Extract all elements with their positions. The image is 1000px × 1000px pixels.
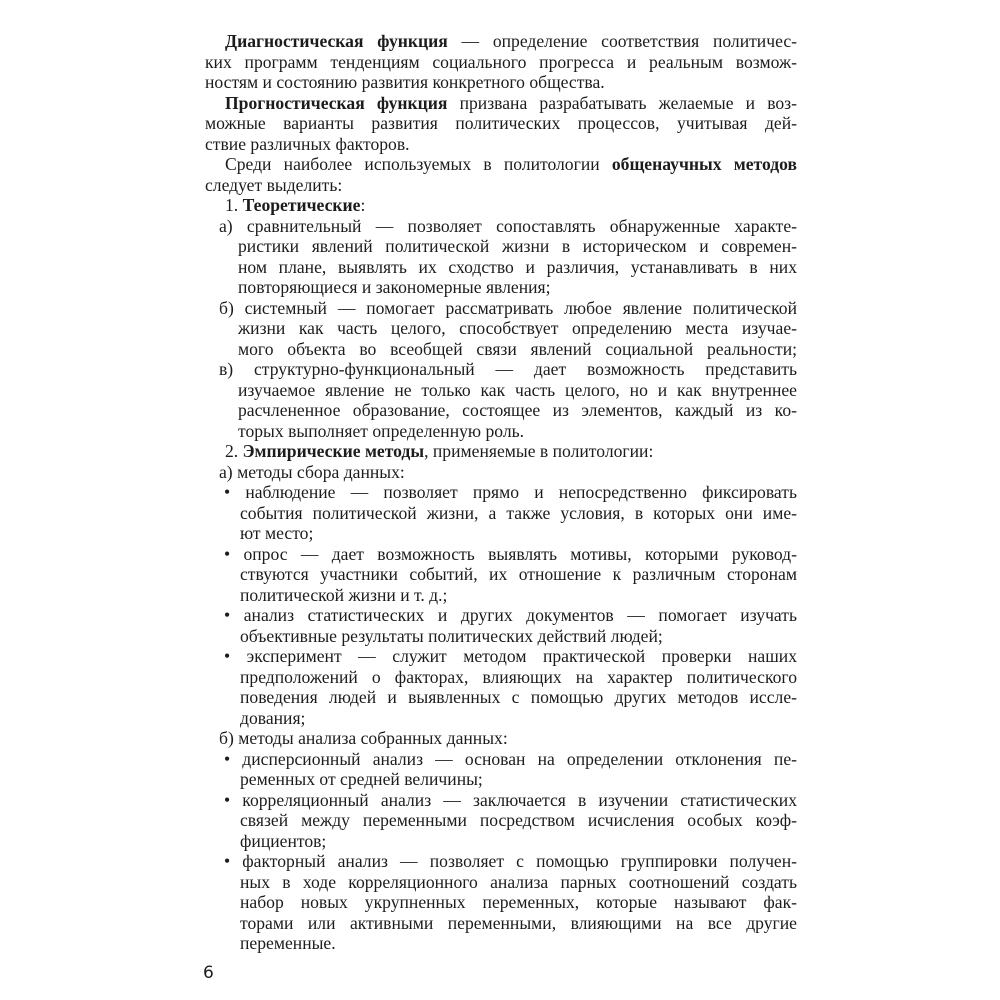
- text-line: [205, 400, 797, 421]
- text-line: [205, 667, 797, 688]
- text-line: [205, 585, 797, 606]
- text-line: [205, 790, 797, 811]
- line-text: 2.: [225, 441, 243, 461]
- text-line: [205, 298, 797, 319]
- bold-term: Прогностическая функция: [225, 92, 448, 113]
- line-text: ностям и состоянию развития конкретного общества.: [205, 72, 605, 92]
- line-text: ных в ходе корреляционного анализа парных соотношений создать: [240, 871, 797, 892]
- line-text: в) структурно-функциональный — дает возможность представить: [219, 359, 797, 379]
- line-text: 1.: [225, 195, 243, 215]
- line-text: ких программ тенденциям социального прогресса и реальным возмож-: [205, 51, 797, 72]
- line-text: поведения людей и выявленных с помощью других методов иссле-: [240, 687, 797, 707]
- line-text: можные варианты развития политических процессов, учитывая дей-: [205, 113, 797, 133]
- line-text: б) методы анализа собранных данных:: [219, 728, 508, 748]
- text-line: [205, 831, 797, 852]
- text-line: [205, 523, 797, 544]
- line-text: расчлененное образование, состоящее из элементов, каждый из ко-: [238, 400, 797, 420]
- text-line: [205, 913, 797, 934]
- text-line: [205, 236, 797, 257]
- line-text: события политической жизни, а также условия, в которых они име-: [240, 502, 797, 523]
- line-text: • дисперсионный анализ — основан на определении отклонения пе-: [224, 748, 797, 769]
- line-text: — определение соответствия политичес-: [447, 31, 797, 51]
- line-text: • факторный анализ — позволяет с помощью группировки получен-: [224, 851, 797, 871]
- text-line: [205, 503, 797, 524]
- text-line: [205, 441, 797, 462]
- line-text: связей между переменными посредством исчисления особых коэф-: [240, 810, 797, 830]
- text-line: [205, 72, 797, 93]
- text-line: [205, 380, 797, 401]
- text-line: [205, 749, 797, 770]
- line-text: объективные результаты политических действий людей;: [240, 625, 663, 646]
- text-line: [205, 359, 797, 380]
- text-line: [205, 134, 797, 155]
- line-text: изучаемое явление не только как часть целого, но и как внутреннее: [238, 379, 797, 400]
- text-line: [205, 482, 797, 503]
- text-line: [205, 216, 797, 237]
- line-text: жизни как часть целого, способствует определению места изучае-: [238, 318, 797, 338]
- text-line: [205, 421, 797, 442]
- line-text: набор новых укрупненных переменных, которые называют фак-: [240, 892, 797, 912]
- text-line: [205, 154, 797, 175]
- bold-term: Диагностическая функция: [225, 31, 448, 51]
- text-line: [205, 52, 797, 73]
- line-text: • анализ статистических и других документов — помогает изучать: [224, 605, 797, 625]
- line-text: фициентов;: [240, 830, 327, 851]
- text-line: [205, 769, 797, 790]
- line-text: ременных от средней величины;: [240, 769, 483, 789]
- text-line: [205, 626, 797, 647]
- line-text: а) методы сбора данных:: [219, 461, 405, 482]
- text-line: [205, 257, 797, 278]
- line-text: переменные.: [240, 933, 336, 953]
- line-text: ристики явлений политической жизни в историческом и современ-: [238, 236, 797, 256]
- line-text: ствие различных факторов.: [205, 133, 410, 154]
- line-text: следует выделить:: [205, 174, 343, 195]
- line-text: политической жизни и т. д.;: [240, 584, 448, 605]
- text-line: [205, 277, 797, 298]
- line-text: • опрос — дает возможность выявлять мотивы, которыми руковод-: [224, 543, 797, 564]
- text-line: [205, 872, 797, 893]
- text-line: [205, 851, 797, 872]
- page-body: [205, 31, 797, 954]
- text-line: [205, 810, 797, 831]
- text-line: [205, 544, 797, 565]
- text-line: [205, 175, 797, 196]
- text-line: [205, 646, 797, 667]
- text-line: [205, 564, 797, 585]
- text-line: [205, 113, 797, 134]
- text-line: [205, 605, 797, 626]
- line-text: б) системный — помогает рассматривать любое явление политической: [219, 297, 797, 318]
- bold-term: Эмпирические методы: [242, 441, 425, 461]
- line-text: Среди наиболее используемых в политологии: [225, 154, 612, 174]
- text-line: [205, 728, 797, 749]
- line-text: дования;: [240, 707, 306, 728]
- line-text: • корреляционный анализ — заключается в изучении статистических: [224, 789, 797, 810]
- line-text: а) сравнительный — позволяет сопоставлять обнаруженные характе-: [219, 215, 797, 236]
- line-text: повторяющиеся и закономерные явления;: [238, 277, 551, 297]
- text-line: [205, 31, 797, 52]
- line-tail: :: [360, 195, 366, 215]
- line-text: призвана разрабатывать желаемые и воз-: [447, 92, 797, 113]
- line-text: ном плане, выявлять их сходство и различия, устанавливать в них: [238, 256, 797, 277]
- bold-term: общенаучных методов: [611, 154, 797, 174]
- bold-term: Теоретические: [242, 195, 361, 215]
- text-line: [205, 339, 797, 360]
- line-text: торами или активными переменными, влияющими на все другие: [240, 912, 797, 933]
- text-line: [205, 93, 797, 114]
- page-number: 6: [203, 963, 214, 983]
- text-line: [205, 462, 797, 483]
- line-text: предположений о факторах, влияющих на характер политического: [240, 666, 797, 687]
- text-line: [205, 708, 797, 729]
- line-text: мого объекта во всеобщей связи явлений социальной реальности;: [238, 338, 797, 359]
- line-text: ствуются участники событий, их отношение к различным сторонам: [240, 564, 797, 584]
- line-text: торых выполняет определенную роль.: [238, 420, 525, 441]
- text-line: [205, 195, 797, 216]
- text-line: [205, 687, 797, 708]
- line-text: • эксперимент — служит методом практической проверки наших: [224, 646, 797, 666]
- line-tail: , применяемые в политологии:: [424, 441, 654, 461]
- line-text: ют место;: [240, 523, 314, 543]
- text-line: [205, 933, 797, 954]
- line-text: • наблюдение — позволяет прямо и непосредственно фиксировать: [224, 482, 797, 502]
- text-line: [205, 892, 797, 913]
- text-line: [205, 318, 797, 339]
